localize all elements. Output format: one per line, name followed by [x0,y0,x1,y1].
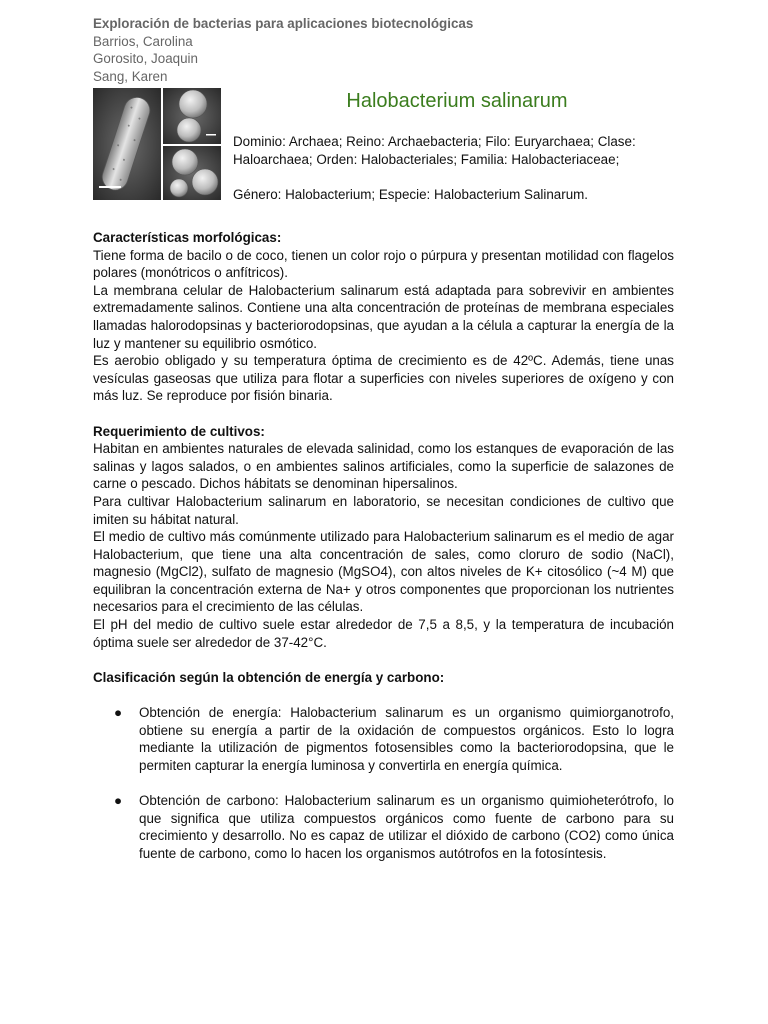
cultivation-paragraph-2: Para cultivar Halobacterium salinarum en laboratorio, se necesitan condiciones de cultivo que imiten su hábitat natural. [93,493,674,527]
cultivation-paragraph-4: El pH del medio de cultivo suele estar alrededor de 7,5 a 8,5, y la temperatura de incubación óptima suele ser alrededor de 37-42°C. [93,617,674,650]
document-header [93,15,473,85]
author-1: Barrios, Carolina [93,33,193,49]
coccus-cell [179,90,207,118]
taxonomy-line-1: Dominio: Archaea; Reino: Archaebacteria; Filo: Euryarchaea; Clase: Haloarchaea; Orden: Halobacteriales; Familia: Halobacteriaceae; [233,134,636,167]
microscopy-figure [93,88,221,200]
list-item [93,792,674,862]
list-item-text: Obtención de energía: Halobacterium salinarum es un organismo quimiorganotrofo, obtiene su energía a partir de la oxidación de compuestos orgánicos. Esto lo logra mediante la utilización de pigmentos fotosensibles como la bacteriorodopsina, que le permiten capturar la energía luminosa y convertirla en energía química. [139,705,674,773]
scale-bar [99,186,121,188]
bullet-icon: ● [114,793,123,808]
classification-heading: Clasificación según la obtención de energía y carbono: [93,669,445,685]
morphology-paragraph-3: Es aerobio obligado y su temperatura óptima de crecimiento es de 42ºC. Además, tiene unas vesículas gaseosas que utiliza para flotar a superficies con niveles superiores de oxígeno y con más luz. Se reproduce por fisión binaria. [93,353,674,404]
morphology-paragraph-2: La membrana celular de Halobacterium salinarum está adaptada para sobrevivir en ambientes extremadamente salinos. Contiene una alta concentración de proteínas de membrana especiales llamadas halorodopsinas y bacteriorodopsinas, que ayudan a la célula a capturar la energía de la luz y mantener su equilibrio osmótico. [93,282,674,351]
morphology-heading: Características morfológicas: [93,230,282,245]
cultivation-paragraph-1: Habitan en ambientes naturales de elevada salinidad, como los estanques de evaporación de las salinas y lagos salados, o en ambientes salinos artificiales, como la superficie de salazones de carne o pescado. Dichos hábitats se denominan hipersalinos. [93,441,674,492]
taxonomy-block [233,133,673,203]
list-item-text: Obtención de carbono: Halobacterium salinarum es un organismo quimioheterótrofo, lo que significa que utiliza compuestos orgánicos como fuente de carbono para su crecimiento y desarrollo. No es capaz de utilizar el dióxido de carbono (CO2) como única fuente de carbono, como lo hacen los organismos autótrofos en la fotosíntesis. [139,793,674,861]
document-body [93,229,674,862]
classification-list [93,704,674,862]
microscopy-images [93,88,221,200]
cultivation-paragraph-3: El medio de cultivo más comúnmente utilizado para Halobacterium salinarum es el medio de agar Halobacterium, que tiene una alta concentración de sales, como cloruro de sodio (NaCl), magnesio (MgCl2), sulfato de magnesio (MgSO4), con altos niveles de K+ citosólico (~4 M) que equilibran la concentración externa de Na+ y otros componentes que proporcionan los nutrientes necesarios para el crecimiento de las células. [93,529,674,615]
cultivation-heading: Requerimiento de cultivos: [93,423,265,439]
list-item [93,704,674,774]
coccus-cell [172,149,198,175]
bullet-icon: ● [114,705,123,721]
author-3: Sang, Karen [93,68,168,84]
author-2: Gorosito, Joaquin [93,51,198,67]
coccus-cell [170,179,188,197]
taxonomy-line-2: Género: Halobacterium; Especie: Halobacterium Salinarum. [233,186,589,202]
coccus-cell [192,169,218,195]
document-title: Exploración de bacterias para aplicaciones biotecnológicas [93,16,474,31]
coccus-cell [177,118,201,142]
morphology-paragraph-1: Tiene forma de bacilo o de coco, tienen un color rojo o púrpura y presentan motilidad con flagelos polares (monótricos o anfítricos). [93,247,674,281]
organism-title: Halobacterium salinarum [346,90,568,112]
